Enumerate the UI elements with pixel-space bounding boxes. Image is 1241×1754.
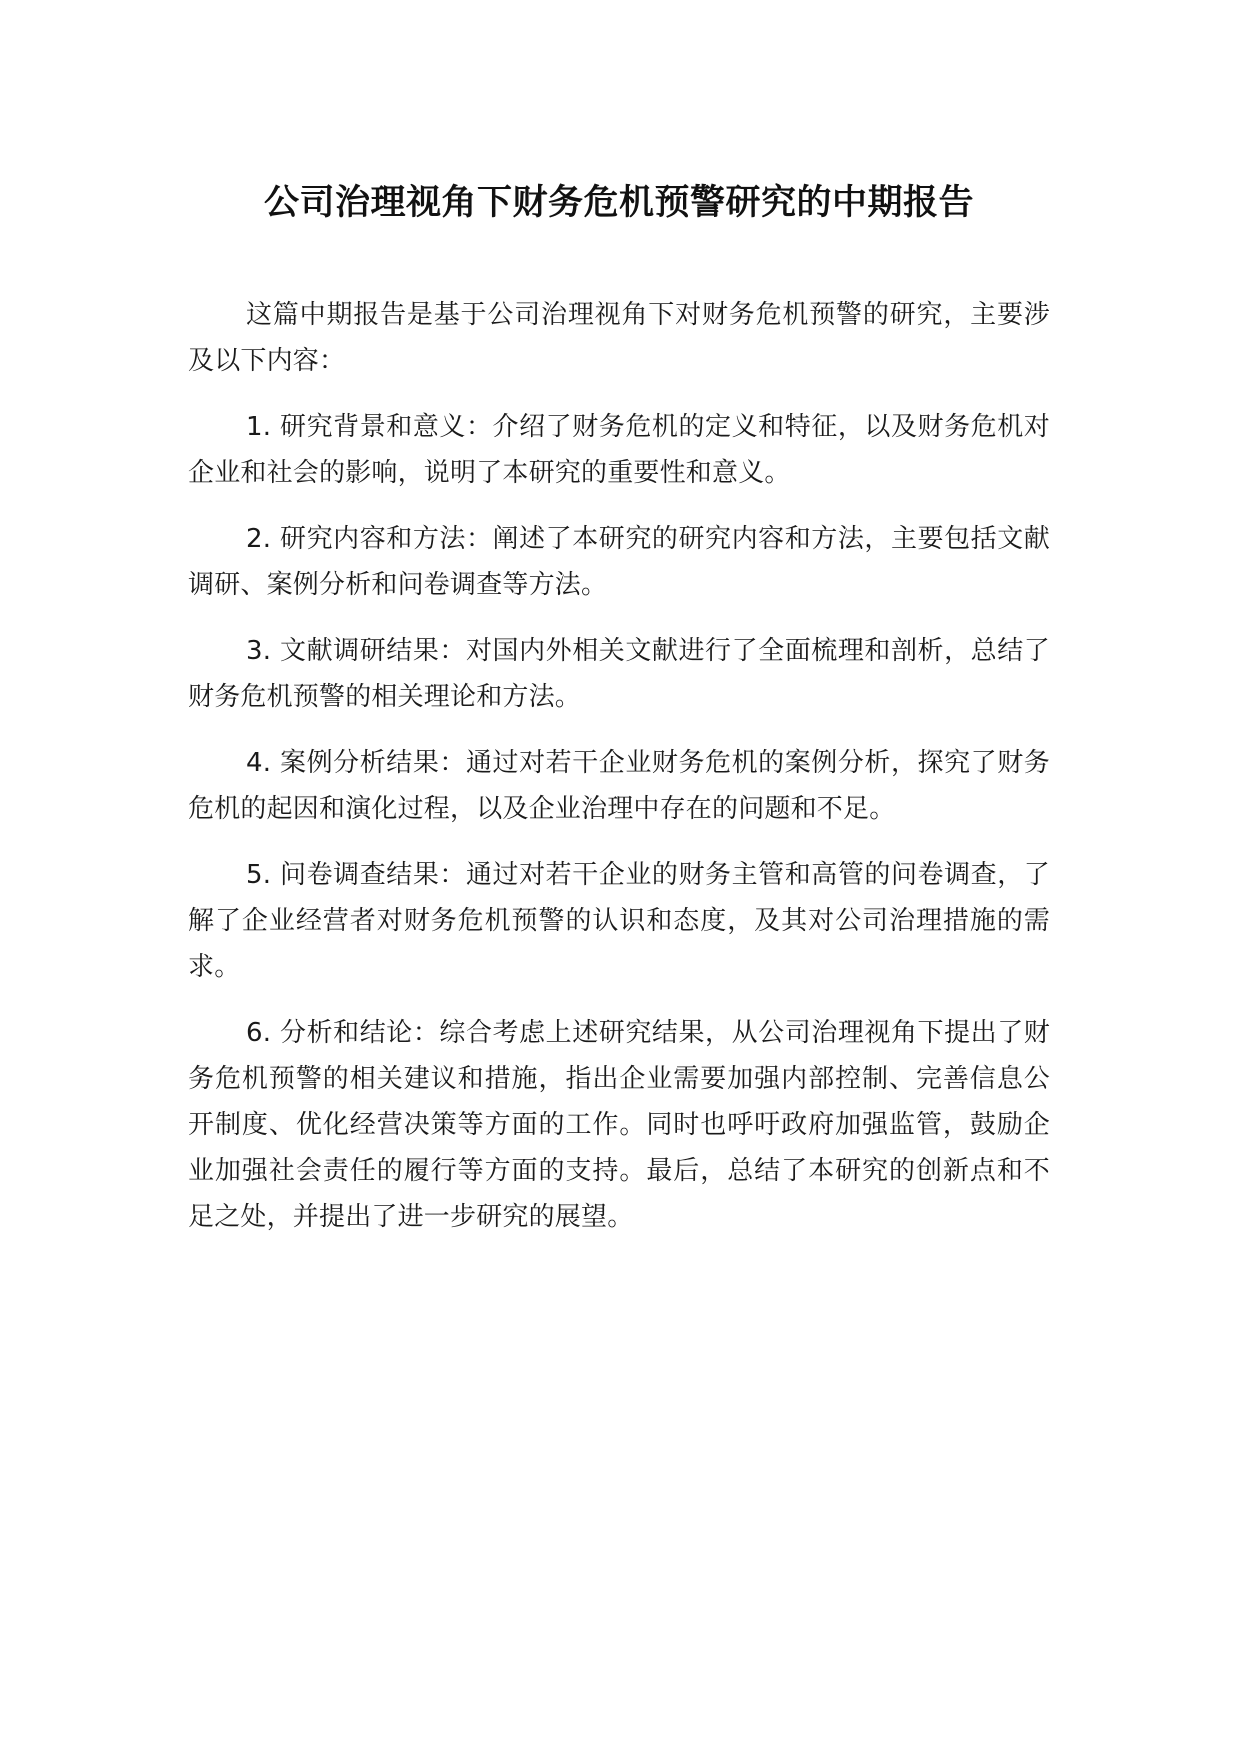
- paragraph-item-1: 1. 研究背景和意义：介绍了财务危机的定义和特征，以及财务危机对企业和社会的影响，说明了本研究的重要性和意义。: [188, 412, 1050, 488]
- paragraph-item-5: 5. 问卷调查结果：通过对若干企业的财务主管和高管的问卷调查，了解了企业经营者对财务危机预警的认识和态度，及其对公司治理措施的需求。: [188, 860, 1050, 982]
- paragraph-intro: 这篇中期报告是基于公司治理视角下对财务危机预警的研究，主要涉及以下内容：: [188, 300, 1050, 376]
- paragraph-item-3: 3. 文献调研结果：对国内外相关文献进行了全面梳理和剖析，总结了财务危机预警的相关理论和方法。: [188, 636, 1050, 712]
- paragraph-item-2: 2. 研究内容和方法：阐述了本研究的研究内容和方法，主要包括文献调研、案例分析和问卷调查等方法。: [188, 524, 1050, 600]
- paragraph-item-4: 4. 案例分析结果：通过对若干企业财务危机的案例分析，探究了财务危机的起因和演化过程，以及企业治理中存在的问题和不足。: [188, 748, 1050, 824]
- document-title: 公司治理视角下财务危机预警研究的中期报告: [263, 183, 974, 223]
- document-body: [188, 292, 1050, 1260]
- paragraph-item-6: 6. 分析和结论：综合考虑上述研究结果，从公司治理视角下提出了财务危机预警的相关建议和措施，指出企业需要加强内部控制、完善信息公开制度、优化经营决策等方面的工作。同时也呼吁政府加强监管，鼓励企业加强社会责任的履行等方面的支持。最后，总结了本研究的创新点和不足之处，并提出了进一步研究的展望。: [188, 1018, 1050, 1232]
